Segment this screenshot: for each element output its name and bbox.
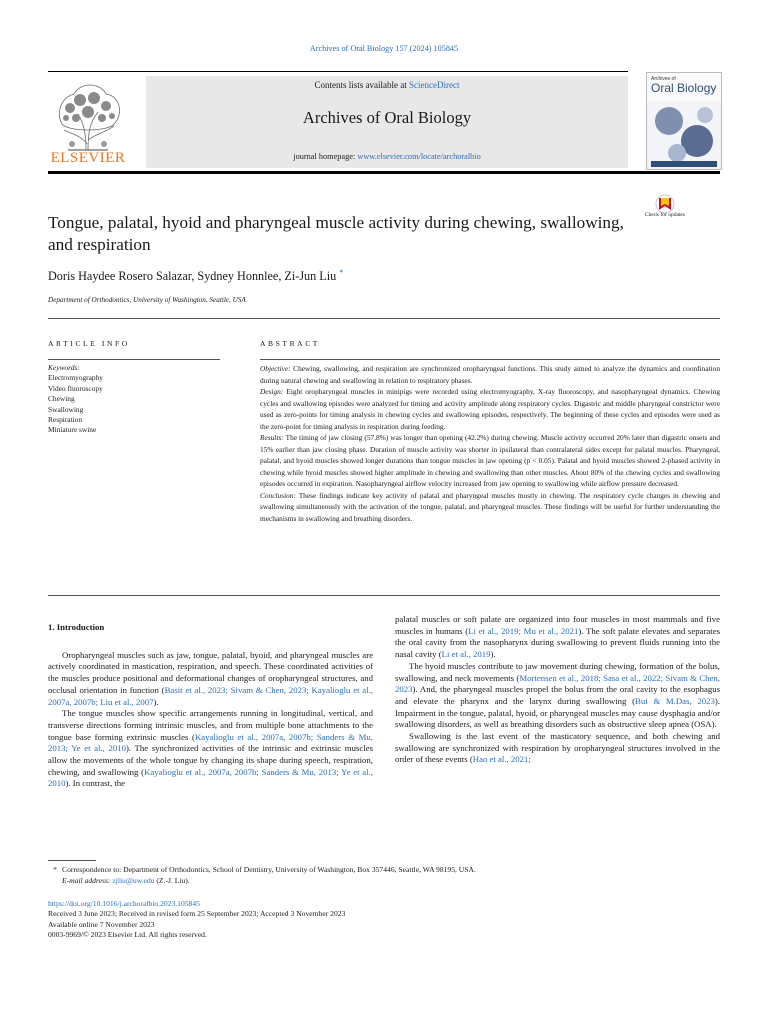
body-paragraph — [48, 708, 373, 790]
section-divider — [48, 318, 720, 319]
contents-prefix: Contents lists available at — [314, 80, 409, 90]
citation-link[interactable]: Li et al., 2019 — [441, 649, 491, 660]
paragraph-text: ). In contrast, the — [65, 778, 126, 789]
objective-label: Objective: — [260, 364, 291, 373]
keyword-item: Video fluoroscopy — [48, 383, 103, 393]
sciencedirect-link[interactable]: ScienceDirect — [409, 80, 460, 90]
keyword-item: Miniature swine — [48, 425, 97, 435]
conclusion-text: These findings indicate key activity of palatal and pharyngeal muscles mostly in chewing. The respiratory cycle changes in chewing and swallowing simultaneously with the activation of the tongue, palatal, and pharyngeal muscles. These findings will be useful for further understanding the mechanisms in swallowing and breathing disorders. — [260, 490, 720, 523]
keywords-label: Keywords: — [48, 363, 80, 372]
affiliation: Department of Orthodontics, University of Washington, Seattle, USA — [48, 296, 246, 304]
online-date: Available online 7 November 2023 — [48, 919, 155, 929]
paragraph-text: The tongue muscles show specific arrangements running in longitudinal, vertical, and transverse directions forming intrinsic muscles, and from multiple bone attachments to the tongue base forming extrinsic muscles ( — [48, 708, 373, 742]
abstract-body — [260, 363, 720, 524]
journal-homepage-link[interactable]: www.elsevier.com/locate/archoralbio — [357, 152, 481, 161]
paragraph-text: ). The soft palate elevates and separates the oral cavity from the nasopharynx during swallowing to prevent fluids running into the nasal cavity ( — [395, 625, 720, 660]
cover-illustration — [647, 101, 721, 169]
citation-link[interactable]: Hao et al., 2021; — [472, 754, 531, 765]
email-suffix: (Z.-J. Liu). — [154, 876, 190, 885]
author-list — [48, 268, 343, 284]
article-info-divider — [48, 359, 220, 360]
paragraph-text: ). — [490, 649, 496, 660]
keywords-block — [48, 363, 228, 436]
results-text: The timing of jaw closing (57.8%) was longer than opening (42.2%) during chewing. Muscle activity occurred 20% later than digastric onsets and 15% earlier than jaw closing phase. Duration of muscle activity was shorter in ipsilateral than contralateral sides except for palatal muscles. Pharyngeal, palatal, and hyoid muscles showed longer durations than tongue muscles in jaw opening (p < 0.05). Palatal and hyoid muscles showed 2-phased activity in chewing while hyoid muscles showed higher amplitude in chewing and swallowing than other muscles. About 80% of the chewing cycles and swallowing episodes occurred in expiration. Nasopharyngeal airflow velocity increased from jaw opening to swallowing while airflow pressure decreased. — [260, 433, 720, 488]
body-paragraph — [48, 650, 373, 709]
abstract-bottom-divider — [48, 595, 720, 596]
keyword-item: Swallowing — [48, 404, 84, 414]
article-title: Tongue, palatal, hyoid and pharyngeal muscle activity during chewing, swallowing, and respiration — [48, 213, 624, 254]
conclusion-label: Conclusion: — [260, 490, 296, 500]
citation-link[interactable]: Mortensen et al., 2018; Sasa et al., 2022; Sivam & Chen, 2023 — [395, 672, 720, 695]
citation-link[interactable]: Li et al., 2019; Mu et al., 2021 — [468, 625, 579, 636]
journal-title: Archives of Oral Biology — [302, 108, 472, 127]
correspondence-note — [48, 864, 720, 875]
paragraph-text: palatal muscles or soft palate are organized into four muscles in most mammals and five muscles in humans ( — [395, 614, 720, 636]
body-paragraph — [395, 614, 720, 661]
citation-link[interactable]: Kayalioglu et al., 2007a, 2007b; Sanders & Mu, 2013; Ye et al., 2010 — [48, 766, 373, 789]
paragraph-text: ). — [153, 696, 159, 707]
paragraph-text: ). The synchronized activities of the intrinsic and extrinsic muscles allow the movements of the whole tongue by changing its shape during speech, respiration, chewing, and swallowing ( — [48, 743, 373, 777]
paragraph-text: Swallowing is the last event of the masticatory sequence, and both chewing and swallowing are synchronized with respiration by oropharyngeal structures involved in the order of these events ( — [395, 731, 720, 765]
paragraph-text: Oropharyngeal muscles such as jaw, tongue, palatal, hyoid, and pharyngeal muscles are actively coordinated in mastication, respiration, and speech. These coordinated activities of the muscles produce positional and deformational changes of oropharyngeal structures, and occlusal orientation in function ( — [48, 649, 373, 695]
footnote-divider — [48, 860, 96, 861]
correspondence-mark: * — [53, 865, 57, 874]
email-note — [48, 875, 720, 886]
section-heading-introduction: 1. Introduction — [48, 622, 105, 632]
abstract-heading: ABSTRACT — [260, 339, 320, 348]
article-info-heading: ARTICLE INFO — [48, 339, 130, 348]
citation-link[interactable]: Basit et al., 2023; Sivam & Chen, 2023; Kayalioglu et al., 2007a, 2007b; Liu et al., 2007 — [48, 684, 373, 707]
journal-reference[interactable]: Archives of Oral Biology 157 (2024) 105845 — [309, 44, 459, 53]
contents-line — [146, 80, 628, 90]
paragraph-text: ). And, the pharyngeal muscles propel the bolus from the oral cavity to the esophagus and elevate the pharynx and the larynx during swallowing ( — [395, 684, 720, 706]
elsevier-wordmark[interactable]: ELSEVIER — [50, 150, 126, 166]
copyright-line: 0003-9969/© 2023 Elsevier Ltd. All rights reserved. — [48, 929, 207, 939]
objective-text: Chewing, swallowing, and respiration are synchronized oropharyngeal functions. This study aimed to analyze the dynamics and coordination during natural chewing and swallowing in relation to respiratory phases. — [260, 364, 720, 385]
cover-prefix: Archives of — [651, 76, 676, 82]
authors-text: Doris Haydee Rosero Salazar, Sydney Honnlee, Zi-Jun Liu — [48, 269, 337, 284]
journal-cover-image[interactable] — [646, 72, 722, 170]
email-link[interactable]: zjliu@uw.edu — [112, 876, 155, 885]
results-label: Results: — [260, 433, 284, 442]
design-label: Design: — [260, 387, 284, 396]
correspondence-text: Correspondence to: Department of Orthodontics, School of Dentistry, University of Washington, Box 357446, Seattle, WA 98195, USA. — [62, 865, 476, 874]
body-column-right — [395, 614, 720, 766]
cover-title: Oral Biology — [651, 81, 717, 95]
citation-link[interactable]: Bui & M.Das, 2023 — [635, 695, 715, 706]
body-paragraph — [395, 661, 720, 731]
doi-link[interactable]: https://doi.org/10.1016/j.archoralbio.2023.105845 — [48, 899, 200, 908]
keyword-item: Respiration — [48, 415, 83, 425]
corresponding-author-mark[interactable]: * — [339, 268, 344, 277]
homepage-prefix: journal homepage: — [293, 152, 358, 161]
email-label: E-mail address: — [62, 876, 111, 885]
header-divider-top — [48, 71, 628, 72]
journal-homepage-line — [146, 152, 628, 161]
received-dates: Received 3 June 2023; Received in revised form 25 September 2023; Accepted 3 November 2023 — [48, 909, 346, 919]
footnotes — [48, 864, 720, 886]
check-for-updates-label[interactable]: Check for updates — [645, 212, 686, 218]
body-column-left — [48, 622, 373, 790]
abstract-divider — [260, 359, 720, 360]
design-text: Eight oropharyngeal muscles in minipigs were recorded using electromyography, X-ray fluoroscopy, and nasopharyngeal dynamics. Chewing cycles and swallowing episodes were analyzed for timing and activity amplitude along respiratory cycles. Digastric and middle pharyngeal constrictor were used as zero-points for timing analysis in chewing cycles and swallowing episodes, respectively. The beginning of these cycles and episodes were used as the zero-point for timing analysis in respiration during feeding. — [260, 387, 720, 431]
paragraph-text: The hyoid muscles contribute to jaw movement during chewing, formation of the bolus, swallowing, and neck movements ( — [395, 660, 720, 683]
publication-info — [48, 899, 720, 940]
paragraph-text: ). Impairment in the tongue, palatal, hyoid, or pharyngeal muscles may cause dysphagia and/or swallowing disorders, as well as breathing disorders such as obstructive sleep apnea (OSA). — [395, 695, 720, 730]
keyword-item: Electromyography — [48, 373, 104, 383]
header-divider-bottom — [48, 171, 720, 174]
keyword-item: Chewing — [48, 394, 75, 404]
citation-link[interactable]: Kayalioglu et al., 2007a, 2007b; Sanders & Mu, 2013; Ye et al., 2010 — [48, 731, 373, 754]
body-paragraph — [395, 731, 720, 766]
